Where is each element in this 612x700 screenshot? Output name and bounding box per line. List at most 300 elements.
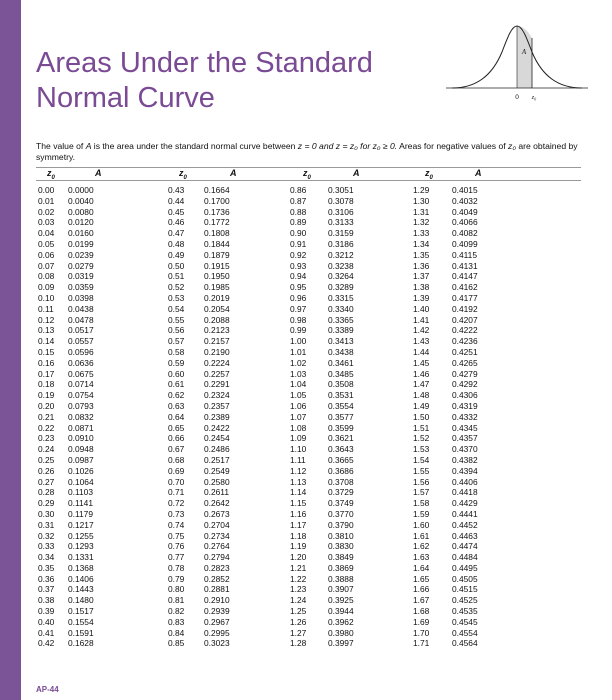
- area-value-cell: 0.1554: [68, 616, 94, 627]
- page-title-line-1: Areas Under the Standard: [36, 47, 373, 79]
- area-value-cell: 0.3078: [328, 195, 354, 206]
- z-value-cell: 0.33: [38, 541, 55, 552]
- z-value-cell: 1.55: [413, 465, 430, 476]
- z-value-cell: 0.17: [38, 368, 55, 379]
- area-value-cell: 0.4236: [452, 336, 478, 347]
- z-value-column: [413, 185, 429, 649]
- z-value-cell: 0.64: [168, 411, 185, 422]
- z-value-cell: 0.15: [38, 346, 55, 357]
- z-value-cell: 0.29: [38, 498, 55, 509]
- column-header-a: A: [353, 168, 360, 178]
- area-value-cell: 0.4292: [452, 379, 478, 390]
- z-value-cell: 0.02: [38, 206, 55, 217]
- area-value-cell: 0.0239: [68, 249, 94, 260]
- z-value-cell: 1.42: [413, 325, 430, 336]
- z-value-cell: 0.89: [290, 217, 307, 228]
- column-header-z-letter: z: [303, 168, 308, 178]
- z-value-cell: 1.69: [413, 616, 430, 627]
- area-value-cell: 0.3708: [328, 476, 354, 487]
- z-value-cell: 1.53: [413, 444, 430, 455]
- area-value-cell: 0.0359: [68, 282, 94, 293]
- z-value-cell: 1.35: [413, 249, 430, 260]
- area-value-cell: 0.3729: [328, 487, 354, 498]
- z-value-cell: 1.47: [413, 379, 430, 390]
- z-value-cell: 0.14: [38, 336, 55, 347]
- z-value-cell: 0.49: [168, 249, 185, 260]
- z-value-cell: 0.09: [38, 282, 55, 293]
- area-value-cell: 0.3997: [328, 638, 354, 649]
- z-value-cell: 0.39: [38, 606, 55, 617]
- area-value-cell: 0.2794: [204, 552, 230, 563]
- z-value-cell: 1.25: [290, 606, 307, 617]
- area-value-cell: 0.3749: [328, 498, 354, 509]
- area-value-cell: 0.4452: [452, 519, 478, 530]
- z-value-cell: 0.77: [168, 552, 185, 563]
- area-value-cell: 0.0636: [68, 357, 94, 368]
- area-value-cell: 0.1772: [204, 217, 230, 228]
- z-value-cell: 1.54: [413, 454, 430, 465]
- z-value-cell: 0.53: [168, 292, 185, 303]
- area-value-cell: 0.4463: [452, 530, 478, 541]
- z-value-cell: 0.98: [290, 314, 307, 325]
- area-value-cell: 0.2580: [204, 476, 230, 487]
- z-value-cell: 1.00: [290, 336, 307, 347]
- column-header-z-letter: z: [179, 168, 184, 178]
- z-value-cell: 0.50: [168, 260, 185, 271]
- z-value-cell: 0.11: [38, 303, 54, 314]
- area-value-cell: 0.4554: [452, 627, 478, 638]
- area-value-cell: 0.4082: [452, 228, 478, 239]
- area-value-cell: 0.4525: [452, 595, 478, 606]
- z-value-cell: 0.58: [168, 346, 185, 357]
- desc-text-4: are obtained by symmetry.: [36, 141, 578, 162]
- column-header-z-letter: z: [47, 168, 52, 178]
- area-value-cell: 0.2019: [204, 292, 230, 303]
- area-value-cell: 0.1217: [68, 519, 94, 530]
- z-value-column: [168, 185, 184, 649]
- area-value-cell: 0.3186: [328, 238, 354, 249]
- z-value-cell: 0.37: [38, 584, 55, 595]
- area-value-cell: 0.4332: [452, 411, 478, 422]
- area-value-cell: 0.0438: [68, 303, 94, 314]
- z-value-cell: 0.93: [290, 260, 307, 271]
- area-value-cell: 0.1179: [68, 508, 93, 519]
- area-value-column: [68, 185, 94, 649]
- z-value-cell: 0.80: [168, 584, 185, 595]
- z-value-cell: 0.45: [168, 206, 185, 217]
- column-header-z-subscript: 0: [183, 174, 187, 181]
- area-value-cell: 0.2673: [204, 508, 230, 519]
- z-value-cell: 0.31: [38, 519, 55, 530]
- area-value-cell: 0.4306: [452, 390, 478, 401]
- area-value-cell: 0.3531: [328, 390, 354, 401]
- z-value-cell: 0.82: [168, 606, 185, 617]
- desc-text-2: is the area under the standard normal curve between: [91, 141, 298, 151]
- area-value-cell: 0.3133: [328, 217, 354, 228]
- axis-label-zero: 0: [515, 94, 519, 101]
- z-value-cell: 1.06: [290, 400, 307, 411]
- z-value-cell: 1.17: [290, 519, 307, 530]
- area-value-cell: 0.0517: [68, 325, 94, 336]
- area-value-cell: 0.0080: [68, 206, 94, 217]
- z-value-cell: 1.23: [290, 584, 307, 595]
- z-value-cell: 1.07: [290, 411, 307, 422]
- z-value-cell: 1.30: [413, 195, 430, 206]
- area-value-cell: 0.3810: [328, 530, 354, 541]
- area-value-cell: 0.3599: [328, 422, 354, 433]
- z-value-cell: 1.01: [290, 346, 307, 357]
- z-value-cell: 1.32: [413, 217, 430, 228]
- z-value-cell: 0.42: [38, 638, 55, 649]
- area-value-cell: 0.1808: [204, 228, 230, 239]
- z-value-cell: 1.57: [413, 487, 430, 498]
- area-value-cell: 0.0120: [68, 217, 94, 228]
- z-value-cell: 0.12: [38, 314, 55, 325]
- z-value-cell: 0.18: [38, 379, 55, 390]
- z-value-cell: 1.65: [413, 573, 430, 584]
- area-value-cell: 0.2852: [204, 573, 230, 584]
- area-value-cell: 0.4265: [452, 357, 478, 368]
- area-value-cell: 0.3577: [328, 411, 354, 422]
- area-value-cell: 0.0040: [68, 195, 94, 206]
- z-value-cell: 1.37: [413, 271, 430, 282]
- z-value-cell: 1.49: [413, 400, 430, 411]
- z-value-cell: 0.48: [168, 238, 185, 249]
- z-value-cell: 1.26: [290, 616, 307, 627]
- area-value-cell: 0.2257: [204, 368, 230, 379]
- area-value-cell: 0.4162: [452, 282, 478, 293]
- z-value-cell: 0.00: [38, 185, 55, 195]
- area-value-cell: 0.4382: [452, 454, 478, 465]
- z-value-cell: 1.19: [290, 541, 307, 552]
- z-value-cell: 1.61: [413, 530, 430, 541]
- column-header-z0: [303, 168, 311, 184]
- area-value-cell: 0.1517: [68, 606, 94, 617]
- area-value-cell: 0.2088: [204, 314, 230, 325]
- area-value-cell: 0.1406: [68, 573, 94, 584]
- z-value-cell: 0.95: [290, 282, 307, 293]
- desc-formula: z = 0 and z = z₀ for z₀ ≥ 0.: [297, 141, 398, 151]
- z-value-column: [38, 185, 54, 649]
- z-value-cell: 0.96: [290, 292, 307, 303]
- area-value-cell: 0.4564: [452, 638, 478, 649]
- z-value-cell: 0.43: [168, 185, 185, 195]
- area-value-cell: 0.4418: [452, 487, 478, 498]
- area-value-cell: 0.2611: [204, 487, 229, 498]
- z-value-cell: 1.29: [413, 185, 430, 195]
- area-value-cell: 0.4049: [452, 206, 478, 217]
- area-value-cell: 0.2642: [204, 498, 230, 509]
- column-header-z0: [179, 168, 187, 184]
- z-value-cell: 0.81: [168, 595, 185, 606]
- area-value-cell: 0.2881: [204, 584, 230, 595]
- area-value-cell: 0.0871: [68, 422, 94, 433]
- area-value-cell: 0.0754: [68, 390, 94, 401]
- area-value-cell: 0.3264: [328, 271, 354, 282]
- z-value-cell: 1.63: [413, 552, 430, 563]
- column-header-z-letter: z: [425, 168, 430, 178]
- z-value-cell: 1.46: [413, 368, 430, 379]
- area-value-cell: 0.1443: [68, 584, 94, 595]
- area-value-cell: 0.4131: [452, 260, 478, 271]
- area-value-cell: 0.2157: [204, 336, 230, 347]
- area-value-cell: 0.4474: [452, 541, 478, 552]
- z-value-cell: 1.02: [290, 357, 307, 368]
- area-value-cell: 0.0478: [68, 314, 94, 325]
- area-value-cell: 0.1141: [68, 498, 93, 509]
- z-value-cell: 0.83: [168, 616, 185, 627]
- z-value-cell: 0.59: [168, 357, 185, 368]
- area-value-cell: 0.1480: [68, 595, 94, 606]
- z-value-cell: 0.68: [168, 454, 185, 465]
- z-value-cell: 0.70: [168, 476, 185, 487]
- z-value-cell: 1.71: [413, 638, 430, 649]
- z-value-cell: 1.28: [290, 638, 307, 649]
- column-header-a: A: [475, 168, 482, 178]
- z-value-cell: 0.51: [168, 271, 185, 282]
- area-value-cell: 0.4099: [452, 238, 478, 249]
- area-value-cell: 0.2995: [204, 627, 230, 638]
- area-value-cell: 0.4406: [452, 476, 478, 487]
- z-value-cell: 0.28: [38, 487, 55, 498]
- z-value-cell: 1.27: [290, 627, 307, 638]
- area-value-cell: 0.3023: [204, 638, 230, 649]
- z-value-cell: 0.22: [38, 422, 55, 433]
- page-title: [36, 46, 373, 116]
- z-value-cell: 0.76: [168, 541, 185, 552]
- area-value-cell: 0.0793: [68, 400, 94, 411]
- area-value-cell: 0.3888: [328, 573, 354, 584]
- area-value-cell: 0.4394: [452, 465, 478, 476]
- area-value-cell: 0.1293: [68, 541, 94, 552]
- z-value-cell: 1.04: [290, 379, 307, 390]
- z-value-cell: 1.41: [413, 314, 430, 325]
- z-value-cell: 1.50: [413, 411, 430, 422]
- z-value-cell: 1.03: [290, 368, 307, 379]
- area-value-cell: 0.2389: [204, 411, 230, 422]
- area-value-cell: 0.3106: [328, 206, 354, 217]
- area-value-cell: 0.4429: [452, 498, 478, 509]
- area-value-cell: 0.4505: [452, 573, 478, 584]
- area-value-cell: 0.3944: [328, 606, 354, 617]
- area-value-cell: 0.4345: [452, 422, 478, 433]
- z-value-cell: 1.68: [413, 606, 430, 617]
- z-value-cell: 0.08: [38, 271, 55, 282]
- z-value-cell: 0.47: [168, 228, 185, 239]
- z-value-cell: 0.27: [38, 476, 55, 487]
- area-value-cell: 0.3413: [328, 336, 354, 347]
- z-value-cell: 1.56: [413, 476, 430, 487]
- z-value-cell: 1.14: [290, 487, 307, 498]
- area-value-cell: 0.2939: [204, 606, 230, 617]
- area-value-cell: 0.4515: [452, 584, 478, 595]
- area-value-cell: 0.2454: [204, 433, 230, 444]
- z-value-cell: 0.63: [168, 400, 185, 411]
- area-value-cell: 0.1950: [204, 271, 230, 282]
- area-value-cell: 0.4484: [452, 552, 478, 563]
- z-value-cell: 0.41: [38, 627, 55, 638]
- z-value-cell: 1.11: [290, 454, 306, 465]
- area-value-cell: 0.3643: [328, 444, 354, 455]
- area-value-cell: 0.3849: [328, 552, 354, 563]
- z-value-cell: 0.90: [290, 228, 307, 239]
- column-header-z0: [47, 168, 55, 184]
- area-value-cell: 0.3485: [328, 368, 354, 379]
- z-value-cell: 0.60: [168, 368, 185, 379]
- area-value-cell: 0.4535: [452, 606, 478, 617]
- area-label: A: [521, 48, 527, 56]
- z-value-cell: 1.31: [413, 206, 430, 217]
- z-value-cell: 1.20: [290, 552, 307, 563]
- z-value-cell: 1.44: [413, 346, 430, 357]
- z-value-cell: 0.46: [168, 217, 185, 228]
- z-value-cell: 0.13: [38, 325, 55, 336]
- z-value-cell: 0.34: [38, 552, 55, 563]
- area-value-cell: 0.2486: [204, 444, 230, 455]
- column-header-z-subscript: 0: [429, 174, 433, 181]
- z-value-cell: 0.72: [168, 498, 185, 509]
- z-value-cell: 1.59: [413, 508, 430, 519]
- z-value-cell: 0.04: [38, 228, 55, 239]
- area-value-cell: 0.3340: [328, 303, 354, 314]
- z-value-cell: 0.61: [168, 379, 185, 390]
- area-value-cell: 0.1736: [204, 206, 230, 217]
- area-value-cell: 0.1628: [68, 638, 94, 649]
- z-value-cell: 0.84: [168, 627, 185, 638]
- area-value-cell: 0.0319: [68, 271, 94, 282]
- area-value-cell: 0.0675: [68, 368, 94, 379]
- z-value-cell: 0.91: [290, 238, 307, 249]
- z-value-cell: 0.38: [38, 595, 55, 606]
- z-value-cell: 0.16: [38, 357, 55, 368]
- table-description: [36, 141, 581, 163]
- area-value-cell: 0.1879: [204, 249, 230, 260]
- area-value-cell: 0.2517: [204, 454, 230, 465]
- z-value-cell: 0.06: [38, 249, 55, 260]
- z-value-cell: 0.10: [38, 292, 55, 303]
- z-value-cell: 0.57: [168, 336, 185, 347]
- area-value-column: [328, 185, 354, 649]
- normal-curve-figure: [446, 14, 588, 106]
- desc-a-symbol: A: [85, 141, 92, 151]
- area-value-cell: 0.0832: [68, 411, 94, 422]
- area-value-cell: 0.0279: [68, 260, 94, 271]
- area-value-cell: 0.2123: [204, 325, 230, 336]
- z-value-cell: 1.21: [290, 562, 307, 573]
- area-value-cell: 0.4357: [452, 433, 478, 444]
- area-value-cell: 0.4032: [452, 195, 478, 206]
- area-value-cell: 0.4370: [452, 444, 478, 455]
- z-value-cell: 0.03: [38, 217, 55, 228]
- area-value-cell: 0.2910: [204, 595, 230, 606]
- z-value-cell: 1.51: [413, 422, 430, 433]
- z-value-cell: 0.19: [38, 390, 55, 401]
- z-value-cell: 0.55: [168, 314, 185, 325]
- z-value-cell: 0.86: [290, 185, 307, 195]
- area-value-cell: 0.3554: [328, 400, 354, 411]
- area-value-cell: 0.4066: [452, 217, 478, 228]
- z-value-cell: 1.22: [290, 573, 307, 584]
- area-value-cell: 0.0398: [68, 292, 94, 303]
- z-value-cell: 1.40: [413, 303, 430, 314]
- z-value-cell: 1.05: [290, 390, 307, 401]
- area-value-cell: 0.4495: [452, 562, 478, 573]
- z-value-cell: 1.34: [413, 238, 430, 249]
- area-value-cell: 0.4441: [452, 508, 478, 519]
- area-value-cell: 0.3212: [328, 249, 354, 260]
- area-value-cell: 0.1844: [204, 238, 230, 249]
- z-value-cell: 0.92: [290, 249, 307, 260]
- z-value-cell: 1.45: [413, 357, 430, 368]
- area-value-cell: 0.3686: [328, 465, 354, 476]
- area-value-cell: 0.0596: [68, 346, 94, 357]
- z-value-cell: 0.75: [168, 530, 185, 541]
- z-value-cell: 0.73: [168, 508, 185, 519]
- page-title-line-2: Normal Curve: [36, 82, 215, 114]
- z-value-cell: 1.62: [413, 541, 430, 552]
- area-value-cell: 0.1103: [68, 487, 93, 498]
- z-value-cell: 0.54: [168, 303, 185, 314]
- area-value-cell: 0.1331: [68, 552, 94, 563]
- z-value-cell: 0.97: [290, 303, 307, 314]
- z-value-cell: 1.48: [413, 390, 430, 401]
- area-value-cell: 0.3869: [328, 562, 354, 573]
- z-value-cell: 0.35: [38, 562, 55, 573]
- area-value-column: [204, 185, 230, 649]
- z-value-cell: 0.66: [168, 433, 185, 444]
- column-header-z-subscript: 0: [51, 174, 55, 181]
- area-value-cell: 0.2054: [204, 303, 230, 314]
- area-value-cell: 0.2734: [204, 530, 230, 541]
- area-value-cell: 0.3770: [328, 508, 354, 519]
- axis-label-z0: z₀: [531, 94, 537, 101]
- z-value-cell: 1.09: [290, 433, 307, 444]
- area-value-cell: 0.3315: [328, 292, 354, 303]
- z-value-cell: 0.25: [38, 454, 55, 465]
- area-value-cell: 0.3365: [328, 314, 354, 325]
- area-value-cell: 0.1368: [68, 562, 94, 573]
- area-value-cell: 0.4279: [452, 368, 478, 379]
- area-value-cell: 0.2190: [204, 346, 230, 357]
- z-value-cell: 1.12: [290, 465, 307, 476]
- z-value-cell: 0.23: [38, 433, 55, 444]
- z-value-cell: 0.21: [38, 411, 55, 422]
- area-value-cell: 0.3962: [328, 616, 354, 627]
- column-header-z-subscript: 0: [307, 174, 311, 181]
- desc-text-3: Areas for negative values of: [397, 141, 509, 151]
- area-value-cell: 0.1915: [204, 260, 230, 271]
- z-value-cell: 1.15: [290, 498, 307, 509]
- page-number: AP-44: [36, 685, 59, 694]
- z-value-cell: 0.05: [38, 238, 55, 249]
- area-value-cell: 0.2967: [204, 616, 230, 627]
- z-value-cell: 0.65: [168, 422, 185, 433]
- area-value-cell: 0.3665: [328, 454, 354, 465]
- z-value-cell: 0.88: [290, 206, 307, 217]
- area-value-cell: 0.0987: [68, 454, 94, 465]
- area-value-cell: 0.3438: [328, 346, 354, 357]
- area-value-cell: 0.4207: [452, 314, 478, 325]
- z-value-cell: 0.94: [290, 271, 307, 282]
- area-value-cell: 0.2357: [204, 400, 230, 411]
- z-value-cell: 0.56: [168, 325, 185, 336]
- z-value-cell: 1.58: [413, 498, 430, 509]
- z-value-cell: 1.08: [290, 422, 307, 433]
- side-color-bar: [0, 0, 21, 700]
- z-value-cell: 1.70: [413, 627, 430, 638]
- area-value-cell: 0.2324: [204, 390, 230, 401]
- z-value-cell: 0.44: [168, 195, 185, 206]
